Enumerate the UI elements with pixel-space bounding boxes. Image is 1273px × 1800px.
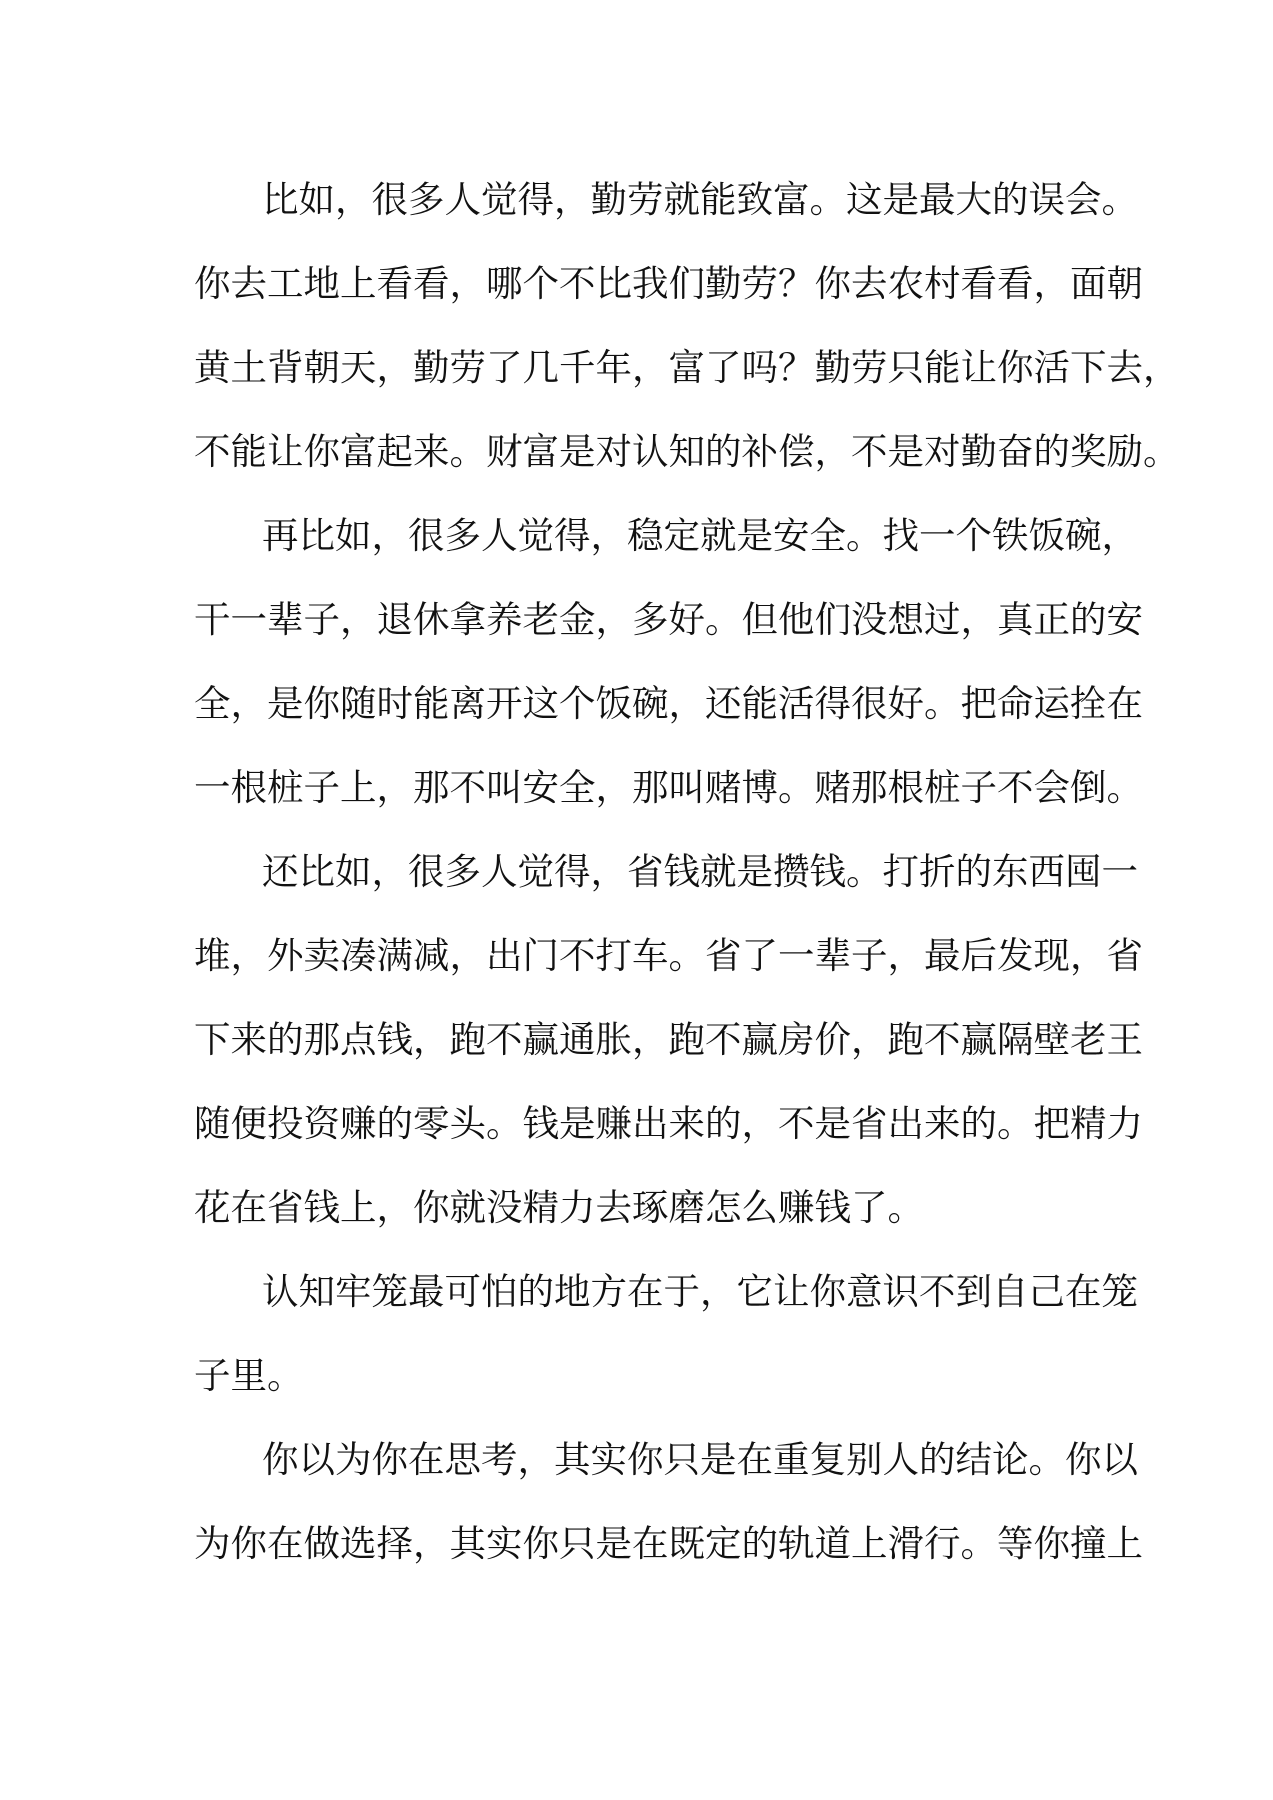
paragraph-line: 子里。 <box>194 1354 304 1397</box>
body-text <box>194 158 1180 1586</box>
paragraph-line: 全，是你随时能离开这个饭碗，还能活得很好。把命运拴在 <box>194 682 1143 725</box>
paragraph-line: 认知牢笼最可怕的地方在于，它让你意识不到自己在笼 <box>262 1270 1138 1313</box>
paragraph-line: 还比如，很多人觉得，省钱就是攒钱。打折的东西囤一 <box>262 850 1138 893</box>
paragraph-line: 一根桩子上，那不叫安全，那叫赌博。赌那根桩子不会倒。 <box>194 766 1143 809</box>
paragraph-line: 干一辈子，退休拿养老金，多好。但他们没想过，真正的安 <box>194 598 1143 641</box>
paragraph-line: 随便投资赚的零头。钱是赚出来的，不是省出来的。把精力 <box>194 1102 1143 1145</box>
paragraph-line: 你以为你在思考，其实你只是在重复别人的结论。你以 <box>262 1438 1138 1481</box>
paragraph-line: 堆，外卖凑满减，出门不打车。省了一辈子，最后发现，省 <box>194 934 1143 977</box>
paragraph-line: 下来的那点钱，跑不赢通胀，跑不赢房价，跑不赢隔壁老王 <box>194 1018 1143 1061</box>
paragraph-line: 再比如，很多人觉得，稳定就是安全。找一个铁饭碗， <box>262 514 1138 557</box>
paragraph-line: 不能让你富起来。财富是对认知的补偿，不是对勤奋的奖励。 <box>194 430 1180 473</box>
paragraph-line: 黄土背朝天，勤劳了几千年，富了吗？勤劳只能让你活下去， <box>194 346 1180 389</box>
paragraph-line: 你去工地上看看，哪个不比我们勤劳？你去农村看看，面朝 <box>194 262 1143 305</box>
paragraph-line: 比如，很多人觉得，勤劳就能致富。这是最大的误会。 <box>262 178 1138 221</box>
paragraph-line: 花在省钱上，你就没精力去琢磨怎么赚钱了。 <box>194 1186 924 1229</box>
paragraph-line: 为你在做选择，其实你只是在既定的轨道上滑行。等你撞上 <box>194 1522 1143 1565</box>
